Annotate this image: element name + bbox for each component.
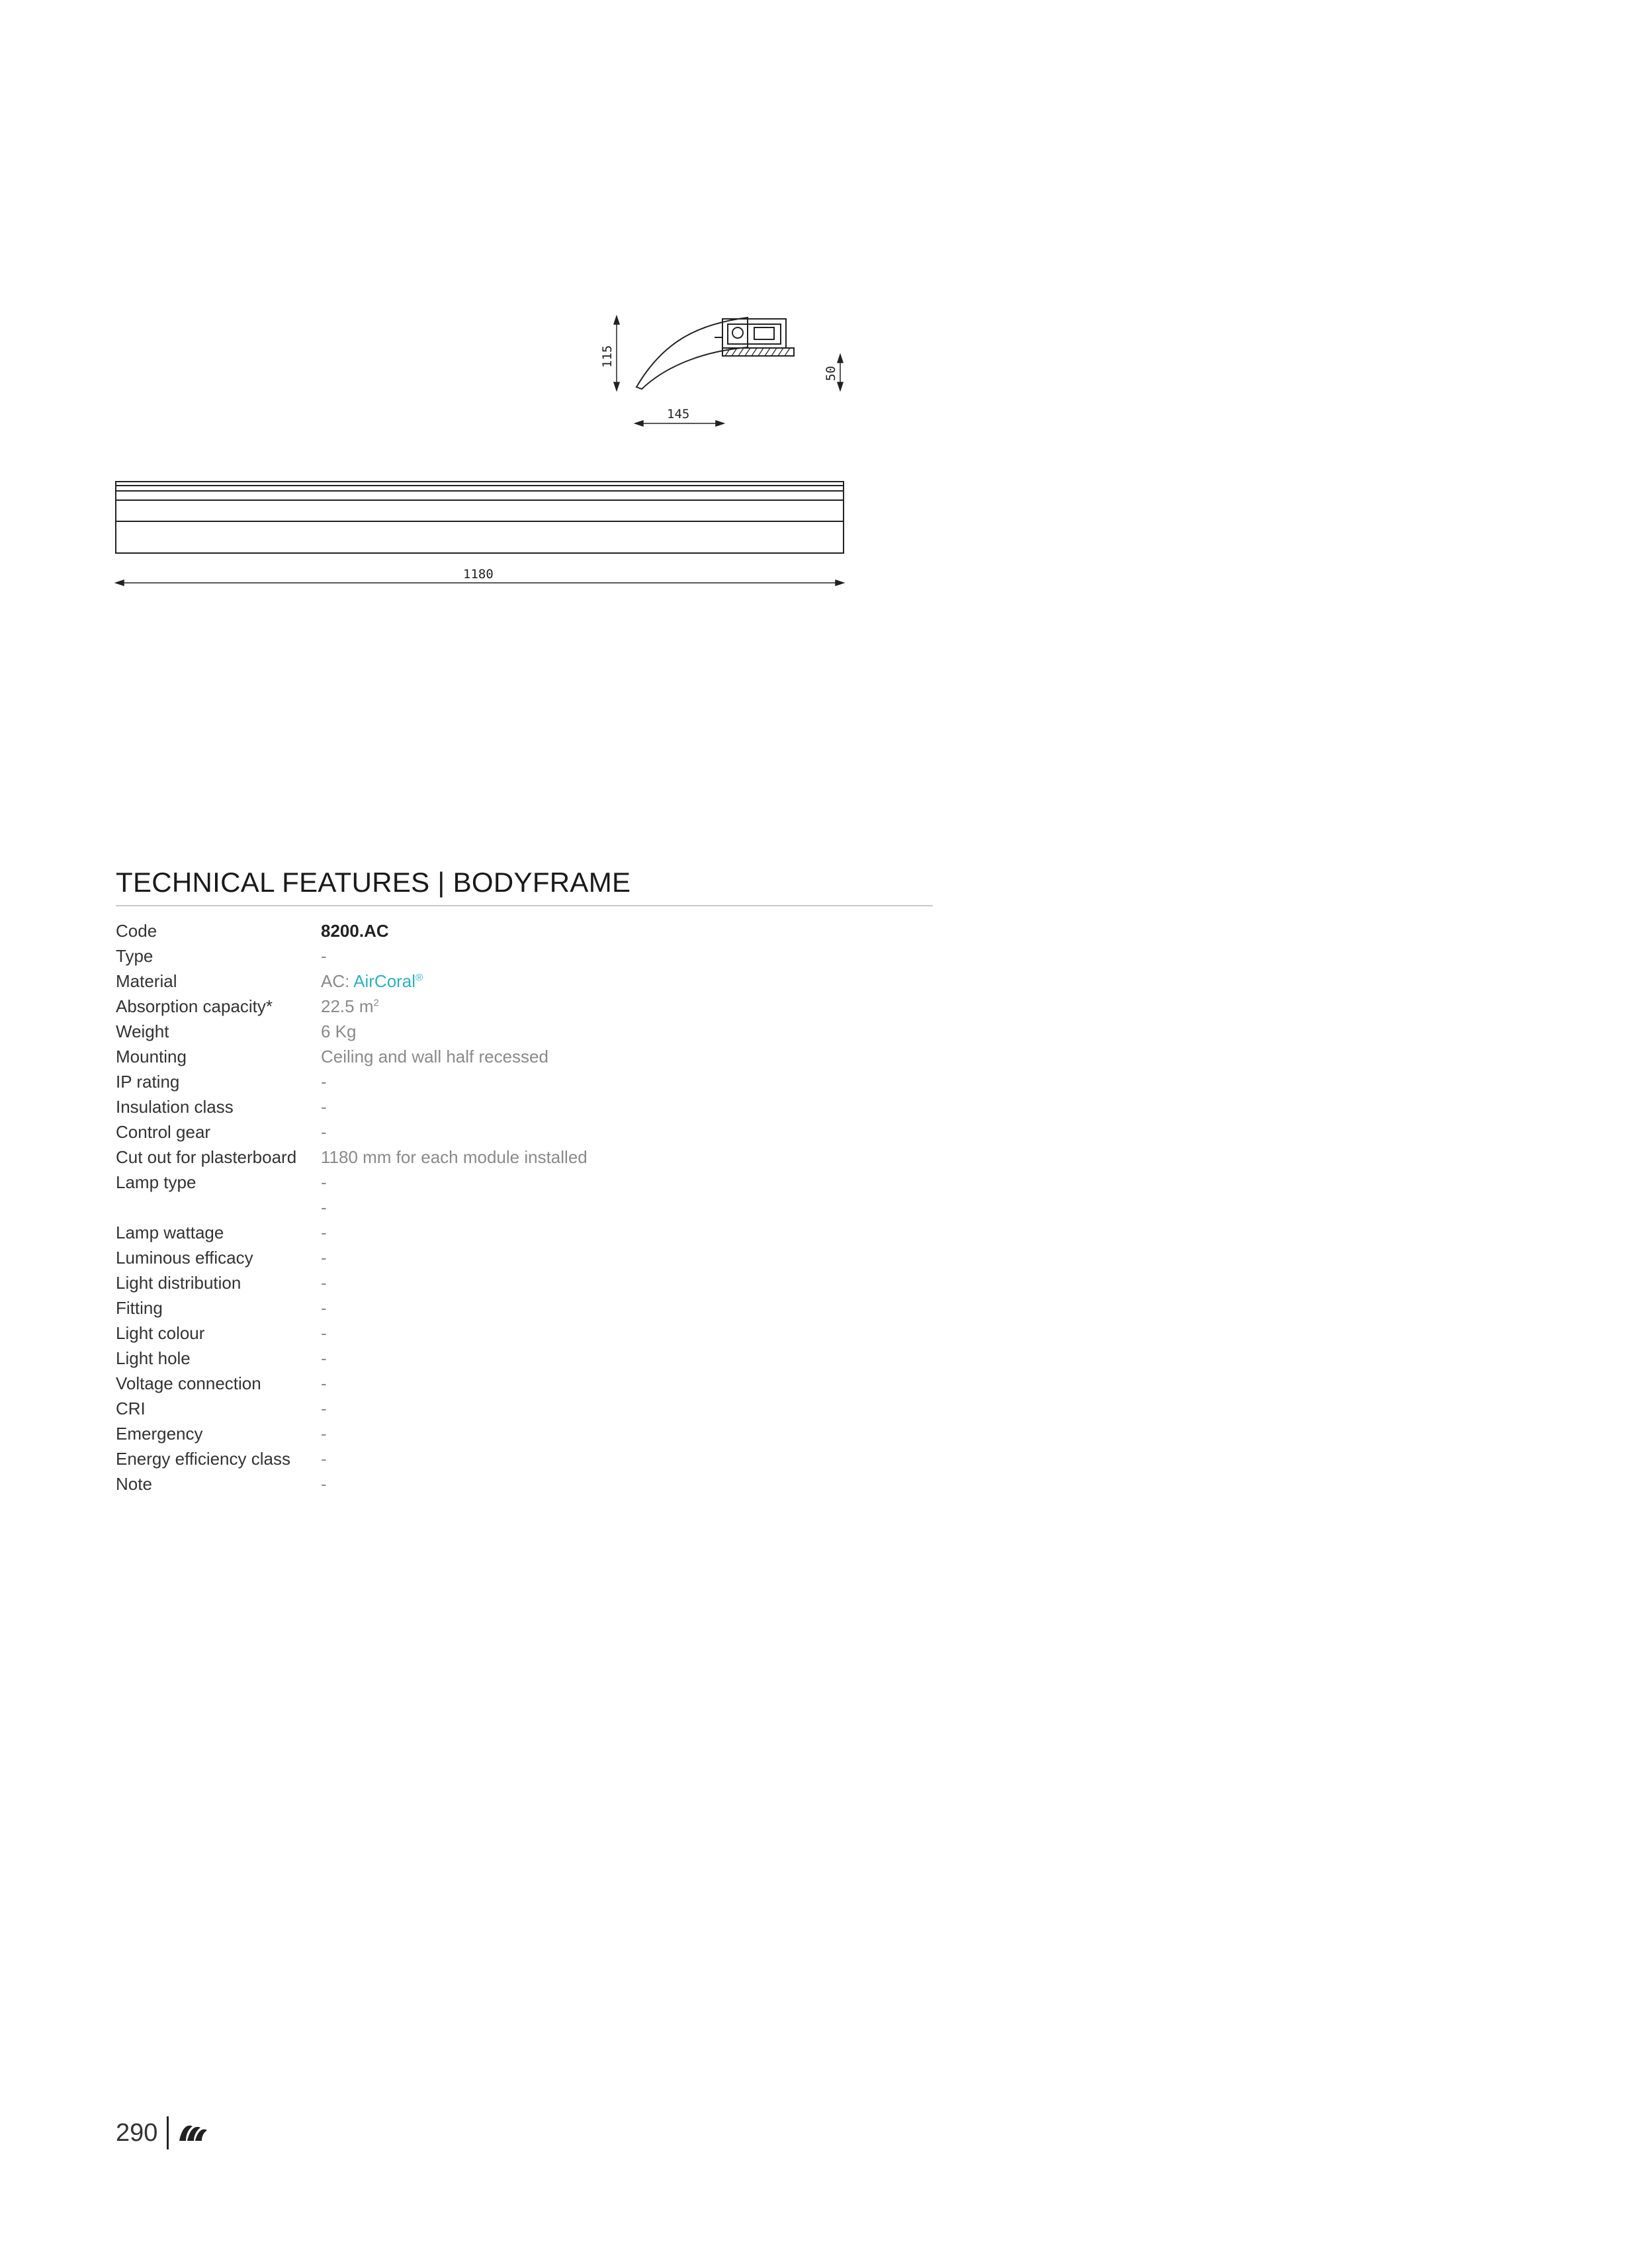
spec-value: - [321, 1247, 327, 1268]
spec-label: Fitting [116, 1297, 163, 1318]
spec-label: IP rating [116, 1071, 180, 1092]
spec-label: Control gear [116, 1121, 211, 1142]
spec-value-superscript: ® [415, 971, 423, 983]
front-outline [116, 482, 844, 553]
spec-label: Note [116, 1473, 152, 1494]
spec-row [116, 1069, 910, 1094]
depth-dimension [635, 421, 724, 426]
section-title: TECHNICAL FEATURES | BODYFRAME [116, 867, 933, 906]
spec-value: - [321, 1473, 327, 1494]
spec-value: - [321, 1272, 327, 1293]
spec-value: - [321, 1398, 327, 1418]
spec-label: Energy efficiency class [116, 1448, 290, 1469]
brand-logo-icon [178, 2121, 208, 2145]
spec-value: - [321, 1172, 327, 1192]
height-label: 115 [600, 345, 615, 368]
spec-value [321, 971, 423, 992]
spec-table [116, 918, 910, 1496]
spec-label: Weight [116, 1021, 169, 1041]
reflector-profile [636, 318, 748, 389]
spec-label: Absorption capacity* [116, 996, 273, 1016]
spec-label: Lamp wattage [116, 1222, 224, 1242]
length-label: 1180 [463, 567, 494, 582]
spec-value: - [321, 1222, 327, 1242]
spec-row [116, 1170, 910, 1195]
spec-value: - [321, 1071, 327, 1092]
spec-row [116, 1270, 910, 1295]
spec-row [116, 1044, 910, 1069]
spec-label: Light colour [116, 1322, 205, 1343]
spec-label: Mounting [116, 1046, 187, 1066]
spec-value: - [321, 1197, 327, 1217]
technical-drawing [0, 0, 1652, 628]
spec-label: Light distribution [116, 1272, 241, 1293]
spec-row [116, 918, 910, 943]
spec-row [116, 994, 910, 1019]
spec-row [116, 969, 910, 994]
spec-value: - [321, 1121, 327, 1142]
spec-value: - [321, 1373, 327, 1393]
spec-row [116, 1421, 910, 1446]
spec-row [116, 1119, 910, 1145]
spec-row [116, 1094, 910, 1119]
spec-row [116, 1396, 910, 1421]
spec-value [321, 996, 379, 1017]
depth-label: 145 [667, 407, 690, 421]
spec-value: - [321, 1297, 327, 1318]
recess-dimension [838, 355, 843, 390]
spec-row [116, 1371, 910, 1396]
spec-row [116, 1245, 910, 1270]
spec-value: - [321, 1096, 327, 1117]
spec-value: - [321, 1322, 327, 1343]
spec-label: Insulation class [116, 1096, 234, 1117]
spec-label: Voltage connection [116, 1373, 261, 1393]
spec-value: - [321, 1348, 327, 1368]
recess-label: 50 [824, 366, 838, 381]
spec-value-superscript: 2 [373, 996, 379, 1008]
spec-label: Emergency [116, 1423, 203, 1444]
spec-label: CRI [116, 1398, 146, 1418]
spec-value-prefix: 22.5 m [321, 996, 374, 1016]
height-dimension [614, 316, 619, 390]
spec-label: Type [116, 945, 153, 966]
spec-value: 1180 mm for each module installed [321, 1147, 587, 1167]
spec-row [116, 943, 910, 969]
spec-value: - [321, 945, 327, 966]
profile-view [636, 318, 794, 389]
fixing-circle [732, 327, 743, 338]
technical-features-section [116, 867, 933, 906]
spec-row [116, 1295, 910, 1320]
page-footer [116, 2116, 208, 2150]
spec-label: Code [116, 920, 157, 941]
spec-value: - [321, 1448, 327, 1469]
spec-label: Lamp type [116, 1172, 196, 1192]
spec-row [116, 1346, 910, 1371]
spec-value: 8200.AC [321, 920, 389, 941]
spec-row [116, 1446, 910, 1471]
spec-value: Ceiling and wall half recessed [321, 1046, 548, 1066]
footer-divider [167, 2116, 169, 2149]
page-number: 290 [116, 2118, 158, 2147]
spec-row [116, 1220, 910, 1245]
spec-row [116, 1145, 910, 1170]
spec-row [116, 1195, 910, 1220]
spec-label: Material [116, 971, 177, 991]
drawing-svg [0, 0, 1652, 628]
spec-value: - [321, 1423, 327, 1444]
spec-value: 6 Kg [321, 1021, 357, 1041]
spec-row [116, 1320, 910, 1346]
spec-row [116, 1019, 910, 1044]
spec-label: Light hole [116, 1348, 191, 1368]
material-link: AirCoral [353, 971, 416, 991]
front-view [116, 482, 844, 553]
gear-rect [754, 327, 774, 339]
spec-row [116, 1471, 910, 1496]
spec-label: Cut out for plasterboard [116, 1147, 297, 1167]
spec-value-prefix: AC: [321, 971, 354, 991]
spec-label: Luminous efficacy [116, 1247, 253, 1268]
